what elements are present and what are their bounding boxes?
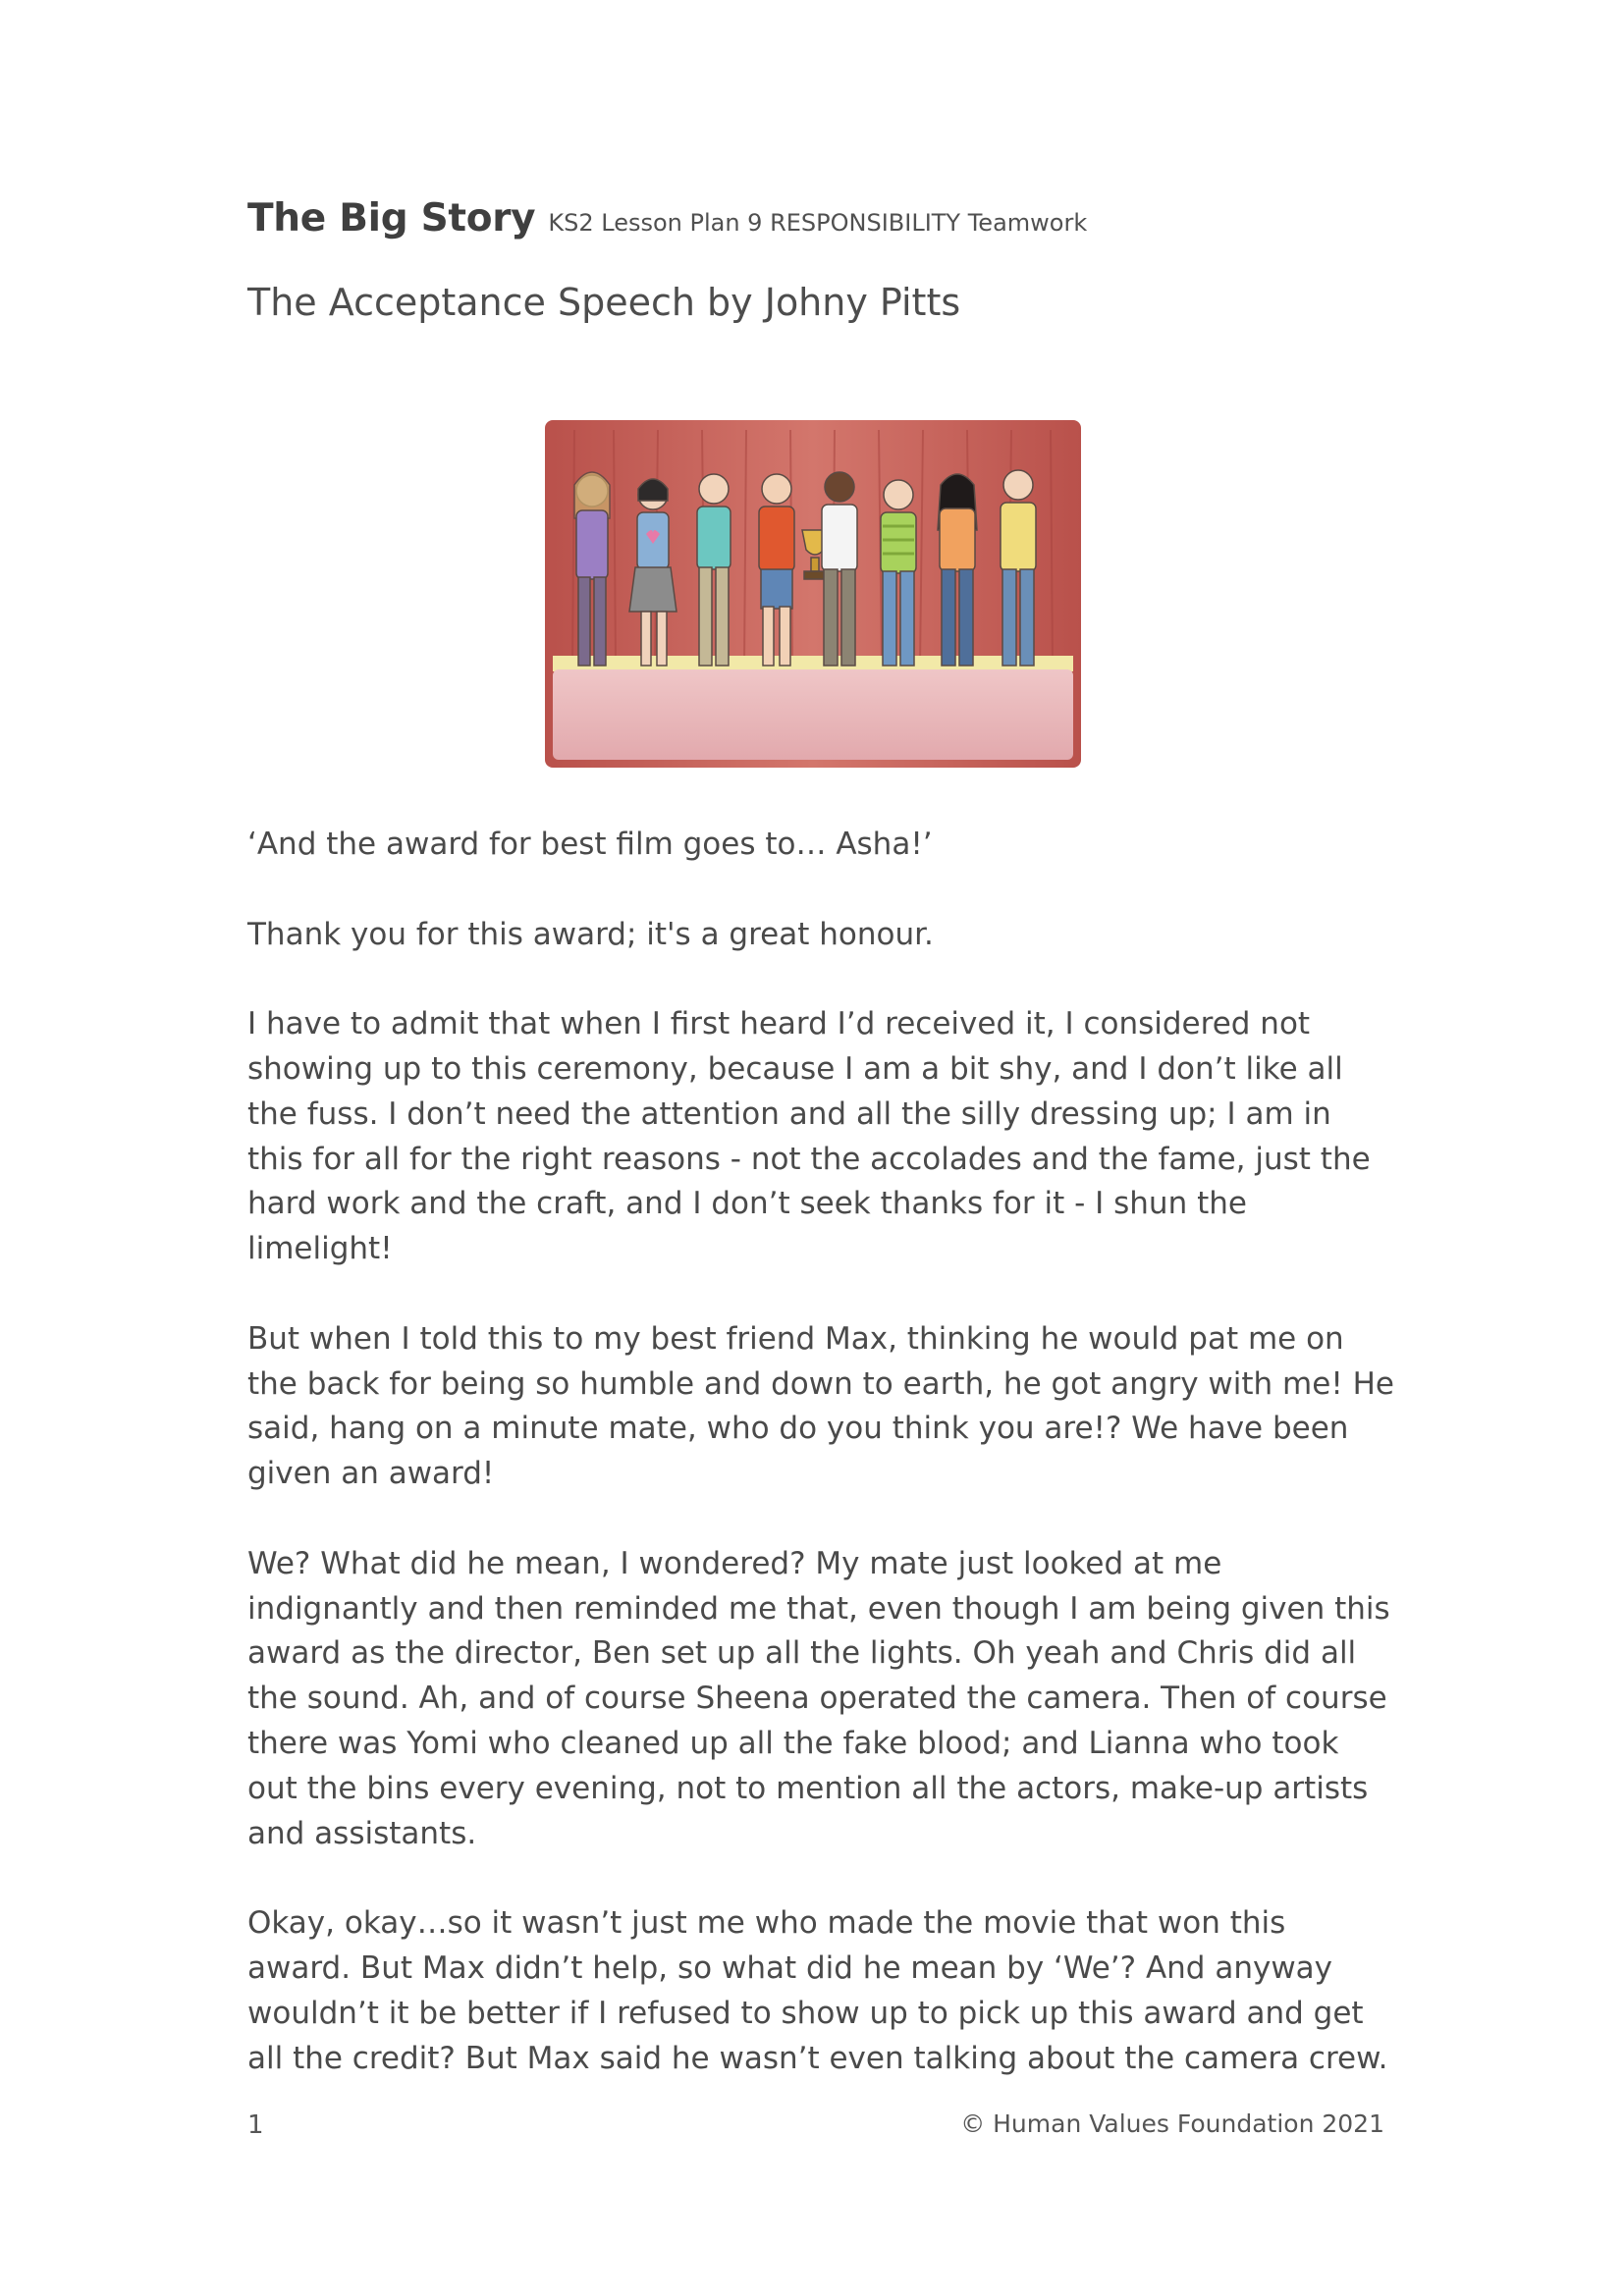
- paragraph-thank-you: Thank you for this award; it's a great honour.: [247, 916, 934, 952]
- paragraph-reflection: Okay, okay…so it wasn’t just me who made the movie that won this award. But Max didn’t help, so what did he mean by ‘We’? And anyway wouldn’t it be better if I refused to show up to pick up this award and get all the credit? But Max said he wasn’t even talking about the camera crew.: [247, 1905, 1388, 2076]
- story-title: The Acceptance Speech by Johny Pitts: [247, 281, 961, 324]
- paragraph-admission: I have to admit that when I first heard I’d received it, I considered not showing up to this ceremony, because I am a bit shy, and I don’t like all the fuss. I don’t need the attention and all the silly dressing up; I am in this for all for the right reasons - not the accolades and the fame, just the hard work and the craft, and I don’t seek thanks for it - I shun the limelight!: [247, 1006, 1371, 1267]
- lesson-meta: KS2 Lesson Plan 9 RESPONSIBILITY Teamwork: [548, 209, 1088, 237]
- copyright-notice: © Human Values Foundation 2021: [960, 2109, 1384, 2138]
- paragraph-award-announcement: ‘And the award for best film goes to… Asha!’: [247, 827, 933, 862]
- story-body: [247, 823, 1396, 2126]
- children-on-stage-with-trophy-illustration: [545, 420, 1081, 768]
- paragraph-max-angry: But when I told this to my best friend Max, thinking he would pat me on the back for being so humble and down to earth, he got angry with me! He said, hang on a minute mate, who do you think you are!? We have been given an award!: [247, 1320, 1394, 1492]
- document-header: [247, 196, 1087, 240]
- paragraph-team-credits: We? What did he mean, I wondered? My mate just looked at me indignantly and then reminded me that, even though I am being given this award as the director, Ben set up all the lights. Oh yeah and Chris did all the sound. Ah, and of course Sheena operated the camera. Then of course there was Yomi who cleaned up all the fake blood; and Lianna who took out the bins every evening, not to mention all the actors, make-up artists and assistants.: [247, 1545, 1390, 1851]
- page-number: 1: [247, 2110, 264, 2140]
- brand-title: The Big Story: [247, 196, 536, 240]
